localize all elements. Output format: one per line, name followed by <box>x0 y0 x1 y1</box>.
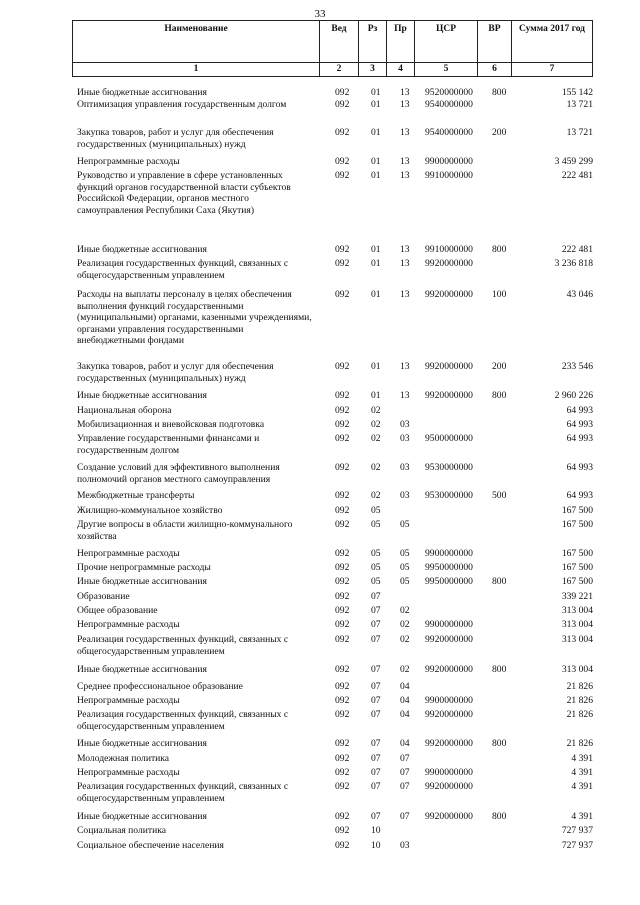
row-name: Национальная оборона <box>77 405 172 416</box>
row-rz: 05 <box>371 548 381 559</box>
row-csr: 9920000000 <box>425 811 473 822</box>
row-vr: 200 <box>492 361 507 372</box>
row-ved: 092 <box>335 591 350 602</box>
row-rz: 07 <box>371 619 381 630</box>
row-sum: 155 142 <box>561 87 593 98</box>
row-pr: 07 <box>400 767 410 778</box>
row-ved: 092 <box>335 825 350 836</box>
row-rz: 07 <box>371 695 381 706</box>
row-rz: 07 <box>371 767 381 778</box>
row-rz: 07 <box>371 753 381 764</box>
row-sum: 13 721 <box>566 99 593 110</box>
row-rz: 05 <box>371 505 381 516</box>
row-name: Реализация государственных функций, связанных с общегосударственным управлением <box>77 709 289 732</box>
row-ved: 092 <box>335 99 350 110</box>
row-ved: 092 <box>335 505 350 516</box>
row-name: Оптимизация управления государственным долгом <box>77 99 287 110</box>
row-rz: 01 <box>371 156 381 167</box>
row-ved: 092 <box>335 840 350 851</box>
row-name: Иные бюджетные ассигнования <box>77 244 207 255</box>
row-ved: 092 <box>335 405 350 416</box>
row-name: Прочие непрограммные расходы <box>77 562 211 573</box>
page-number: 33 <box>314 8 326 20</box>
row-sum: 4 391 <box>571 781 593 792</box>
row-rz: 07 <box>371 811 381 822</box>
row-sum: 64 993 <box>566 405 593 416</box>
row-csr: 9920000000 <box>425 289 473 300</box>
row-ved: 092 <box>335 127 350 138</box>
row-pr: 13 <box>400 289 410 300</box>
row-ved: 092 <box>335 548 350 559</box>
row-rz: 07 <box>371 634 381 645</box>
row-csr: 9920000000 <box>425 634 473 645</box>
row-sum: 222 481 <box>561 170 593 181</box>
row-rz: 07 <box>371 591 381 602</box>
row-rz: 07 <box>371 709 381 720</box>
row-vr: 800 <box>492 244 507 255</box>
row-ved: 092 <box>335 289 350 300</box>
row-ved: 092 <box>335 681 350 692</box>
row-sum: 339 221 <box>561 591 593 602</box>
row-rz: 01 <box>371 361 381 372</box>
row-csr: 9920000000 <box>425 709 473 720</box>
row-rz: 07 <box>371 681 381 692</box>
column-number: 6 <box>478 63 512 77</box>
row-name: Закупка товаров, работ и услуг для обеспечения государственных (муниципальных) нужд <box>77 127 274 150</box>
row-pr: 07 <box>400 811 410 822</box>
row-vr: 800 <box>492 576 507 587</box>
row-name: Реализация государственных функций, связанных с общегосударственным управлением <box>77 258 289 281</box>
row-pr: 13 <box>400 156 410 167</box>
row-rz: 07 <box>371 664 381 675</box>
row-pr: 04 <box>400 709 410 720</box>
row-rz: 02 <box>371 433 381 444</box>
row-sum: 64 993 <box>566 433 593 444</box>
row-name: Среднее профессиональное образование <box>77 681 243 692</box>
row-name: Иные бюджетные ассигнования <box>77 811 207 822</box>
header-csr: ЦСР <box>415 21 478 63</box>
row-rz: 10 <box>371 840 381 851</box>
row-rz: 01 <box>371 244 381 255</box>
row-rz: 01 <box>371 87 381 98</box>
row-ved: 092 <box>335 419 350 430</box>
row-vr: 800 <box>492 664 507 675</box>
row-name: Иные бюджетные ассигнования <box>77 738 207 749</box>
row-ved: 092 <box>335 634 350 645</box>
row-pr: 13 <box>400 170 410 181</box>
row-csr: 9900000000 <box>425 619 473 630</box>
row-pr: 13 <box>400 87 410 98</box>
row-name: Социальная политика <box>77 825 166 836</box>
row-pr: 05 <box>400 548 410 559</box>
row-vr: 100 <box>492 289 507 300</box>
row-name: Непрограммные расходы <box>77 767 180 778</box>
row-rz: 02 <box>371 419 381 430</box>
row-ved: 092 <box>335 433 350 444</box>
row-rz: 02 <box>371 405 381 416</box>
row-csr: 9900000000 <box>425 548 473 559</box>
row-pr: 07 <box>400 753 410 764</box>
row-name: Образование <box>77 591 130 602</box>
header-rz: Рз <box>359 21 387 63</box>
row-csr: 9540000000 <box>425 99 473 110</box>
row-pr: 13 <box>400 99 410 110</box>
row-csr: 9920000000 <box>425 390 473 401</box>
column-number: 2 <box>320 63 359 77</box>
row-sum: 2 960 226 <box>554 390 593 401</box>
row-ved: 092 <box>335 490 350 501</box>
row-name: Реализация государственных функций, связанных с общегосударственным управлением <box>77 634 289 657</box>
row-csr: 9900000000 <box>425 767 473 778</box>
column-number: 7 <box>512 63 593 77</box>
row-name: Непрограммные расходы <box>77 548 180 559</box>
row-ved: 092 <box>335 170 350 181</box>
row-sum: 222 481 <box>561 244 593 255</box>
row-pr: 05 <box>400 519 410 530</box>
row-csr: 9950000000 <box>425 576 473 587</box>
row-name: Руководство и управление в сфере установленных функций органов государственной власти субъектов Российской Федерации, органов местного самоуправления Республики Саха (Якутия) <box>77 170 291 216</box>
row-pr: 13 <box>400 390 410 401</box>
row-rz: 01 <box>371 99 381 110</box>
row-pr: 04 <box>400 681 410 692</box>
row-sum: 21 826 <box>566 738 593 749</box>
row-pr: 05 <box>400 576 410 587</box>
row-name: Социальное обеспечение населения <box>77 840 224 851</box>
row-csr: 9920000000 <box>425 738 473 749</box>
row-rz: 10 <box>371 825 381 836</box>
row-pr: 07 <box>400 781 410 792</box>
row-pr: 02 <box>400 634 410 645</box>
row-name: Молодежная политика <box>77 753 170 764</box>
row-ved: 092 <box>335 156 350 167</box>
row-csr: 9910000000 <box>425 170 473 181</box>
row-rz: 05 <box>371 576 381 587</box>
row-sum: 313 004 <box>561 634 593 645</box>
row-pr: 04 <box>400 695 410 706</box>
row-rz: 01 <box>371 127 381 138</box>
row-sum: 727 937 <box>561 825 593 836</box>
row-sum: 167 500 <box>561 519 593 530</box>
row-sum: 21 826 <box>566 695 593 706</box>
row-sum: 3 459 299 <box>554 156 593 167</box>
row-sum: 64 993 <box>566 490 593 501</box>
row-rz: 02 <box>371 490 381 501</box>
row-ved: 092 <box>335 619 350 630</box>
row-ved: 092 <box>335 753 350 764</box>
row-csr: 9900000000 <box>425 695 473 706</box>
row-csr: 9500000000 <box>425 433 473 444</box>
row-pr: 13 <box>400 258 410 269</box>
row-sum: 313 004 <box>561 605 593 616</box>
row-rz: 02 <box>371 462 381 473</box>
row-pr: 05 <box>400 562 410 573</box>
column-number: 3 <box>359 63 387 77</box>
row-name: Общее образование <box>77 605 158 616</box>
row-ved: 092 <box>335 361 350 372</box>
row-name: Непрограммные расходы <box>77 619 180 630</box>
row-csr: 9920000000 <box>425 258 473 269</box>
row-sum: 21 826 <box>566 681 593 692</box>
row-vr: 500 <box>492 490 507 501</box>
row-sum: 233 546 <box>561 361 593 372</box>
row-name: Межбюджетные трансферты <box>77 490 195 501</box>
row-pr: 03 <box>400 840 410 851</box>
row-sum: 3 236 818 <box>554 258 593 269</box>
row-sum: 4 391 <box>571 811 593 822</box>
row-ved: 092 <box>335 258 350 269</box>
row-rz: 01 <box>371 170 381 181</box>
row-name: Иные бюджетные ассигнования <box>77 87 207 98</box>
row-ved: 092 <box>335 244 350 255</box>
row-name: Иные бюджетные ассигнования <box>77 390 207 401</box>
row-csr: 9920000000 <box>425 781 473 792</box>
row-csr: 9540000000 <box>425 127 473 138</box>
row-pr: 03 <box>400 490 410 501</box>
row-csr: 9920000000 <box>425 664 473 675</box>
row-rz: 05 <box>371 519 381 530</box>
row-pr: 03 <box>400 462 410 473</box>
row-pr: 02 <box>400 619 410 630</box>
row-sum: 4 391 <box>571 753 593 764</box>
row-name: Создание условий для эффективного выполнения полномочий органов местного самоуправления <box>77 462 280 485</box>
row-ved: 092 <box>335 562 350 573</box>
row-pr: 02 <box>400 664 410 675</box>
row-csr: 9950000000 <box>425 562 473 573</box>
row-rz: 07 <box>371 738 381 749</box>
row-pr: 04 <box>400 738 410 749</box>
row-name: Иные бюджетные ассигнования <box>77 576 207 587</box>
row-ved: 092 <box>335 462 350 473</box>
row-ved: 092 <box>335 781 350 792</box>
row-sum: 4 391 <box>571 767 593 778</box>
row-rz: 07 <box>371 781 381 792</box>
row-csr: 9530000000 <box>425 490 473 501</box>
header-ved: Вед <box>320 21 359 63</box>
row-rz: 05 <box>371 562 381 573</box>
row-name: Непрограммные расходы <box>77 156 180 167</box>
row-ved: 092 <box>335 87 350 98</box>
row-name: Расходы на выплаты персоналу в целях обеспечения выполнения функций государственными (муниципальными) органами, казенными учреждениями, органами управления государственными внебюджетными фондами <box>77 289 312 346</box>
row-ved: 092 <box>335 709 350 720</box>
row-ved: 092 <box>335 811 350 822</box>
row-csr: 9520000000 <box>425 87 473 98</box>
row-name: Жилищно-коммунальное хозяйство <box>77 505 223 516</box>
row-name: Другие вопросы в области жилищно-коммунального хозяйства <box>77 519 293 542</box>
row-pr: 13 <box>400 244 410 255</box>
row-rz: 07 <box>371 605 381 616</box>
row-sum: 43 046 <box>566 289 593 300</box>
row-vr: 800 <box>492 738 507 749</box>
row-ved: 092 <box>335 605 350 616</box>
row-sum: 13 721 <box>566 127 593 138</box>
row-ved: 092 <box>335 576 350 587</box>
row-vr: 800 <box>492 87 507 98</box>
row-name: Иные бюджетные ассигнования <box>77 664 207 675</box>
row-ved: 092 <box>335 695 350 706</box>
row-sum: 727 937 <box>561 840 593 851</box>
header-name: Наименование <box>73 21 320 63</box>
header-sum: Сумма 2017 год <box>512 21 593 63</box>
row-sum: 64 993 <box>566 462 593 473</box>
row-name: Непрограммные расходы <box>77 695 180 706</box>
row-sum: 167 500 <box>561 505 593 516</box>
row-name: Мобилизационная и вневойсковая подготовка <box>77 419 265 430</box>
row-sum: 167 500 <box>561 562 593 573</box>
header-pr: Пр <box>387 21 415 63</box>
row-name: Управление государственными финансами и государственным долгом <box>77 433 260 456</box>
row-vr: 800 <box>492 811 507 822</box>
column-number: 1 <box>73 63 320 77</box>
row-rz: 01 <box>371 258 381 269</box>
row-ved: 092 <box>335 738 350 749</box>
row-sum: 21 826 <box>566 709 593 720</box>
column-number: 4 <box>387 63 415 77</box>
row-csr: 9910000000 <box>425 244 473 255</box>
row-name: Реализация государственных функций, связанных с общегосударственным управлением <box>77 781 289 804</box>
row-ved: 092 <box>335 390 350 401</box>
row-sum: 313 004 <box>561 664 593 675</box>
row-pr: 13 <box>400 127 410 138</box>
row-sum: 167 500 <box>561 548 593 559</box>
row-ved: 092 <box>335 767 350 778</box>
row-csr: 9920000000 <box>425 361 473 372</box>
row-pr: 02 <box>400 605 410 616</box>
column-number: 5 <box>415 63 478 77</box>
row-vr: 800 <box>492 390 507 401</box>
row-vr: 200 <box>492 127 507 138</box>
row-pr: 13 <box>400 361 410 372</box>
row-pr: 03 <box>400 433 410 444</box>
row-sum: 64 993 <box>566 419 593 430</box>
row-name: Закупка товаров, работ и услуг для обеспечения государственных (муниципальных) нужд <box>77 361 274 384</box>
row-csr: 9530000000 <box>425 462 473 473</box>
row-csr: 9900000000 <box>425 156 473 167</box>
row-sum: 167 500 <box>561 576 593 587</box>
row-sum: 313 004 <box>561 619 593 630</box>
row-ved: 092 <box>335 664 350 675</box>
row-rz: 01 <box>371 289 381 300</box>
header-vr: ВР <box>478 21 512 63</box>
row-ved: 092 <box>335 519 350 530</box>
row-rz: 01 <box>371 390 381 401</box>
row-pr: 03 <box>400 419 410 430</box>
